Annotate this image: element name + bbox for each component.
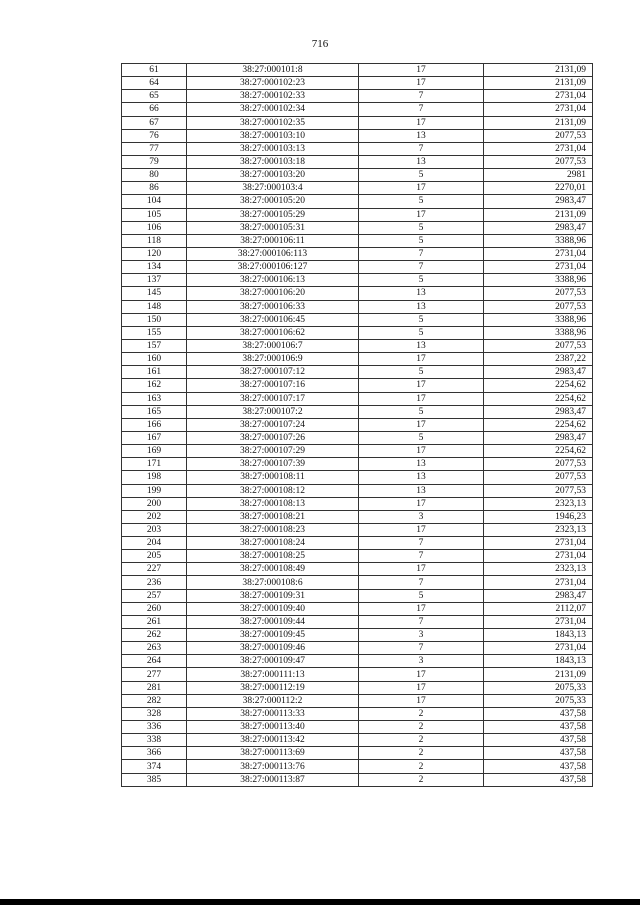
value-cell: 2731,04 (484, 90, 593, 103)
category-cell: 17 (359, 208, 484, 221)
row-number-cell: 76 (122, 129, 187, 142)
category-cell: 2 (359, 707, 484, 720)
table-row (122, 497, 593, 510)
value-cell: 2131,09 (484, 116, 593, 129)
table-row (122, 353, 593, 366)
row-number-cell: 200 (122, 497, 187, 510)
row-number-cell: 263 (122, 642, 187, 655)
cadastral-number-cell: 38:27:000113:76 (187, 760, 359, 773)
row-number-cell: 366 (122, 747, 187, 760)
cadastral-number-cell: 38:27:000109:46 (187, 642, 359, 655)
value-cell: 2983,47 (484, 589, 593, 602)
category-cell: 17 (359, 182, 484, 195)
cadastral-number-cell: 38:27:000109:31 (187, 589, 359, 602)
table-row (122, 602, 593, 615)
value-cell: 2077,53 (484, 300, 593, 313)
cadastral-number-cell: 38:27:000109:40 (187, 602, 359, 615)
table-row (122, 471, 593, 484)
category-cell: 7 (359, 247, 484, 260)
cadastral-number-cell: 38:27:000106:62 (187, 326, 359, 339)
table-row (122, 563, 593, 576)
table-body (122, 64, 593, 787)
cadastral-number-cell: 38:27:000113:33 (187, 707, 359, 720)
table-row (122, 589, 593, 602)
row-number-cell: 65 (122, 90, 187, 103)
category-cell: 17 (359, 523, 484, 536)
row-number-cell: 163 (122, 392, 187, 405)
category-cell: 17 (359, 694, 484, 707)
category-cell: 7 (359, 576, 484, 589)
cadastral-number-cell: 38:27:000106:7 (187, 339, 359, 352)
row-number-cell: 137 (122, 274, 187, 287)
category-cell: 2 (359, 734, 484, 747)
category-cell: 17 (359, 116, 484, 129)
row-number-cell: 257 (122, 589, 187, 602)
cadastral-number-cell: 38:27:000108:21 (187, 510, 359, 523)
table-row (122, 484, 593, 497)
table-row (122, 247, 593, 260)
row-number-cell: 338 (122, 734, 187, 747)
table-row (122, 64, 593, 77)
cadastral-number-cell: 38:27:000102:33 (187, 90, 359, 103)
category-cell: 17 (359, 64, 484, 77)
value-cell: 2731,04 (484, 550, 593, 563)
cadastral-number-cell: 38:27:000107:26 (187, 431, 359, 444)
row-number-cell: 61 (122, 64, 187, 77)
row-number-cell: 148 (122, 300, 187, 313)
row-number-cell: 150 (122, 313, 187, 326)
category-cell: 5 (359, 431, 484, 444)
cadastral-number-cell: 38:27:000107:24 (187, 418, 359, 431)
category-cell: 17 (359, 602, 484, 615)
table-row (122, 339, 593, 352)
row-number-cell: 171 (122, 458, 187, 471)
table-row (122, 655, 593, 668)
row-number-cell: 66 (122, 103, 187, 116)
table-row (122, 313, 593, 326)
table-row (122, 234, 593, 247)
row-number-cell: 282 (122, 694, 187, 707)
table-row (122, 129, 593, 142)
row-number-cell: 160 (122, 353, 187, 366)
cadastral-number-cell: 38:27:000103:10 (187, 129, 359, 142)
category-cell: 7 (359, 615, 484, 628)
row-number-cell: 281 (122, 681, 187, 694)
row-number-cell: 120 (122, 247, 187, 260)
cadastral-number-cell: 38:27:000112:2 (187, 694, 359, 707)
row-number-cell: 203 (122, 523, 187, 536)
value-cell: 2731,04 (484, 261, 593, 274)
cadastral-number-cell: 38:27:000108:25 (187, 550, 359, 563)
category-cell: 5 (359, 234, 484, 247)
table-row (122, 379, 593, 392)
row-number-cell: 328 (122, 707, 187, 720)
row-number-cell: 336 (122, 721, 187, 734)
category-cell: 5 (359, 221, 484, 234)
value-cell: 2731,04 (484, 103, 593, 116)
row-number-cell: 67 (122, 116, 187, 129)
category-cell: 2 (359, 747, 484, 760)
table-row (122, 392, 593, 405)
value-cell: 3388,96 (484, 274, 593, 287)
row-number-cell: 161 (122, 366, 187, 379)
row-number-cell: 374 (122, 760, 187, 773)
category-cell: 13 (359, 339, 484, 352)
cadastral-number-cell: 38:27:000105:20 (187, 195, 359, 208)
value-cell: 2077,53 (484, 129, 593, 142)
value-cell: 437,58 (484, 747, 593, 760)
cadastral-number-cell: 38:27:000106:9 (187, 353, 359, 366)
cadastral-number-cell: 38:27:000103:20 (187, 169, 359, 182)
table-row (122, 326, 593, 339)
table-row (122, 90, 593, 103)
bottom-edge-bar (0, 899, 640, 905)
row-number-cell: 77 (122, 142, 187, 155)
cadastral-number-cell: 38:27:000108:24 (187, 537, 359, 550)
cadastral-number-cell: 38:27:000106:33 (187, 300, 359, 313)
value-cell: 2731,04 (484, 576, 593, 589)
cadastral-number-cell: 38:27:000111:13 (187, 668, 359, 681)
table-row (122, 523, 593, 536)
value-cell: 2077,53 (484, 458, 593, 471)
category-cell: 2 (359, 760, 484, 773)
value-cell: 437,58 (484, 773, 593, 786)
category-cell: 3 (359, 510, 484, 523)
category-cell: 5 (359, 405, 484, 418)
row-number-cell: 199 (122, 484, 187, 497)
row-number-cell: 205 (122, 550, 187, 563)
table-row (122, 550, 593, 563)
row-number-cell: 227 (122, 563, 187, 576)
category-cell: 17 (359, 418, 484, 431)
category-cell: 7 (359, 142, 484, 155)
row-number-cell: 145 (122, 287, 187, 300)
cadastral-number-cell: 38:27:000107:29 (187, 445, 359, 458)
table-row (122, 629, 593, 642)
table-row (122, 300, 593, 313)
row-number-cell: 105 (122, 208, 187, 221)
cadastral-number-cell: 38:27:000107:16 (187, 379, 359, 392)
value-cell: 2254,62 (484, 392, 593, 405)
row-number-cell: 157 (122, 339, 187, 352)
row-number-cell: 169 (122, 445, 187, 458)
value-cell: 2731,04 (484, 142, 593, 155)
row-number-cell: 104 (122, 195, 187, 208)
category-cell: 5 (359, 169, 484, 182)
table-row (122, 77, 593, 90)
value-cell: 2983,47 (484, 221, 593, 234)
row-number-cell: 86 (122, 182, 187, 195)
row-number-cell: 198 (122, 471, 187, 484)
table-row (122, 760, 593, 773)
value-cell: 2983,47 (484, 195, 593, 208)
cadastral-number-cell: 38:27:000103:4 (187, 182, 359, 195)
cadastral-number-cell: 38:27:000113:40 (187, 721, 359, 734)
table-row (122, 431, 593, 444)
table-row (122, 169, 593, 182)
table-row (122, 694, 593, 707)
value-cell: 2112,07 (484, 602, 593, 615)
table-row (122, 734, 593, 747)
value-cell: 1946,23 (484, 510, 593, 523)
table-row (122, 747, 593, 760)
row-number-cell: 79 (122, 155, 187, 168)
category-cell: 17 (359, 681, 484, 694)
table-row (122, 615, 593, 628)
category-cell: 5 (359, 589, 484, 602)
value-cell: 2731,04 (484, 615, 593, 628)
category-cell: 17 (359, 497, 484, 510)
row-number-cell: 64 (122, 77, 187, 90)
category-cell: 13 (359, 155, 484, 168)
table-row (122, 537, 593, 550)
value-cell: 2131,09 (484, 77, 593, 90)
table-row (122, 405, 593, 418)
category-cell: 5 (359, 274, 484, 287)
row-number-cell: 277 (122, 668, 187, 681)
table-row (122, 418, 593, 431)
row-number-cell: 202 (122, 510, 187, 523)
value-cell: 437,58 (484, 760, 593, 773)
cadastral-number-cell: 38:27:000108:49 (187, 563, 359, 576)
cadastral-number-cell: 38:27:000106:45 (187, 313, 359, 326)
value-cell: 3388,96 (484, 313, 593, 326)
cadastral-number-cell: 38:27:000106:13 (187, 274, 359, 287)
category-cell: 17 (359, 668, 484, 681)
cadastral-number-cell: 38:27:000102:35 (187, 116, 359, 129)
data-table-container (121, 63, 591, 787)
category-cell: 17 (359, 563, 484, 576)
table-row (122, 103, 593, 116)
category-cell: 5 (359, 366, 484, 379)
table-row (122, 182, 593, 195)
row-number-cell: 80 (122, 169, 187, 182)
value-cell: 2323,13 (484, 497, 593, 510)
row-number-cell: 106 (122, 221, 187, 234)
table-row (122, 261, 593, 274)
row-number-cell: 204 (122, 537, 187, 550)
value-cell: 2075,33 (484, 694, 593, 707)
cadastral-number-cell: 38:27:000113:42 (187, 734, 359, 747)
value-cell: 2323,13 (484, 563, 593, 576)
value-cell: 2983,47 (484, 431, 593, 444)
cadastral-number-cell: 38:27:000106:11 (187, 234, 359, 247)
row-number-cell: 118 (122, 234, 187, 247)
row-number-cell: 264 (122, 655, 187, 668)
row-number-cell: 165 (122, 405, 187, 418)
category-cell: 13 (359, 300, 484, 313)
value-cell: 2731,04 (484, 537, 593, 550)
cadastral-number-cell: 38:27:000103:13 (187, 142, 359, 155)
category-cell: 7 (359, 642, 484, 655)
cadastral-number-cell: 38:27:000108:6 (187, 576, 359, 589)
table-row (122, 195, 593, 208)
value-cell: 2983,47 (484, 366, 593, 379)
value-cell: 1843,13 (484, 655, 593, 668)
value-cell: 2254,62 (484, 418, 593, 431)
table-row (122, 681, 593, 694)
cadastral-number-cell: 38:27:000109:47 (187, 655, 359, 668)
table-row (122, 287, 593, 300)
row-number-cell: 167 (122, 431, 187, 444)
cadastral-number-cell: 38:27:000113:69 (187, 747, 359, 760)
cadastral-number-cell: 38:27:000105:31 (187, 221, 359, 234)
cadastral-number-cell: 38:27:000112:19 (187, 681, 359, 694)
cadastral-number-cell: 38:27:000107:39 (187, 458, 359, 471)
value-cell: 2983,47 (484, 405, 593, 418)
value-cell: 437,58 (484, 721, 593, 734)
category-cell: 7 (359, 90, 484, 103)
value-cell: 437,58 (484, 707, 593, 720)
cadastral-number-cell: 38:27:000101:8 (187, 64, 359, 77)
table-row (122, 274, 593, 287)
row-number-cell: 260 (122, 602, 187, 615)
category-cell: 5 (359, 326, 484, 339)
page-number: 716 (311, 38, 329, 50)
category-cell: 7 (359, 550, 484, 563)
table-row (122, 445, 593, 458)
cadastral-number-cell: 38:27:000113:87 (187, 773, 359, 786)
value-cell: 2077,53 (484, 484, 593, 497)
value-cell: 2270,01 (484, 182, 593, 195)
category-cell: 13 (359, 287, 484, 300)
cadastral-number-cell: 38:27:000105:29 (187, 208, 359, 221)
value-cell: 2131,09 (484, 208, 593, 221)
value-cell: 2731,04 (484, 642, 593, 655)
table-row (122, 707, 593, 720)
category-cell: 5 (359, 195, 484, 208)
cadastral-number-cell: 38:27:000108:11 (187, 471, 359, 484)
category-cell: 2 (359, 721, 484, 734)
cadastral-number-cell: 38:27:000107:17 (187, 392, 359, 405)
table-row (122, 155, 593, 168)
category-cell: 7 (359, 537, 484, 550)
value-cell: 2254,62 (484, 379, 593, 392)
table-row (122, 510, 593, 523)
category-cell: 3 (359, 629, 484, 642)
value-cell: 2981 (484, 169, 593, 182)
row-number-cell: 385 (122, 773, 187, 786)
category-cell: 17 (359, 445, 484, 458)
cadastral-number-cell: 38:27:000108:12 (187, 484, 359, 497)
category-cell: 17 (359, 77, 484, 90)
category-cell: 13 (359, 129, 484, 142)
row-number-cell: 134 (122, 261, 187, 274)
row-number-cell: 155 (122, 326, 187, 339)
cadastral-number-cell: 38:27:000106:20 (187, 287, 359, 300)
table-row (122, 116, 593, 129)
value-cell: 3388,96 (484, 234, 593, 247)
cadastral-number-cell: 38:27:000106:113 (187, 247, 359, 260)
row-number-cell: 166 (122, 418, 187, 431)
cadastral-number-cell: 38:27:000106:127 (187, 261, 359, 274)
table-row (122, 458, 593, 471)
value-cell: 3388,96 (484, 326, 593, 339)
cadastral-number-cell: 38:27:000102:23 (187, 77, 359, 90)
cadastral-number-cell: 38:27:000103:18 (187, 155, 359, 168)
table-row (122, 576, 593, 589)
value-cell: 1843,13 (484, 629, 593, 642)
category-cell: 13 (359, 484, 484, 497)
row-number-cell: 162 (122, 379, 187, 392)
value-cell: 2131,09 (484, 668, 593, 681)
table-row (122, 773, 593, 786)
value-cell: 2077,53 (484, 287, 593, 300)
data-table (121, 63, 593, 787)
category-cell: 7 (359, 261, 484, 274)
category-cell: 13 (359, 471, 484, 484)
cadastral-number-cell: 38:27:000109:44 (187, 615, 359, 628)
value-cell: 2075,33 (484, 681, 593, 694)
category-cell: 13 (359, 458, 484, 471)
value-cell: 2131,09 (484, 64, 593, 77)
category-cell: 3 (359, 655, 484, 668)
cadastral-number-cell: 38:27:000107:2 (187, 405, 359, 418)
cadastral-number-cell: 38:27:000108:23 (187, 523, 359, 536)
table-row (122, 221, 593, 234)
value-cell: 2323,13 (484, 523, 593, 536)
category-cell: 17 (359, 392, 484, 405)
row-number-cell: 261 (122, 615, 187, 628)
cadastral-number-cell: 38:27:000102:34 (187, 103, 359, 116)
value-cell: 2077,53 (484, 471, 593, 484)
cadastral-number-cell: 38:27:000108:13 (187, 497, 359, 510)
cadastral-number-cell: 38:27:000107:12 (187, 366, 359, 379)
table-row (122, 208, 593, 221)
value-cell: 437,58 (484, 734, 593, 747)
cadastral-number-cell: 38:27:000109:45 (187, 629, 359, 642)
table-row (122, 721, 593, 734)
table-row (122, 642, 593, 655)
value-cell: 2731,04 (484, 247, 593, 260)
category-cell: 17 (359, 353, 484, 366)
value-cell: 2077,53 (484, 339, 593, 352)
value-cell: 2387,22 (484, 353, 593, 366)
table-row (122, 142, 593, 155)
table-row (122, 668, 593, 681)
category-cell: 5 (359, 313, 484, 326)
category-cell: 2 (359, 773, 484, 786)
value-cell: 2254,62 (484, 445, 593, 458)
category-cell: 7 (359, 103, 484, 116)
row-number-cell: 236 (122, 576, 187, 589)
row-number-cell: 262 (122, 629, 187, 642)
category-cell: 17 (359, 379, 484, 392)
table-row (122, 366, 593, 379)
value-cell: 2077,53 (484, 155, 593, 168)
